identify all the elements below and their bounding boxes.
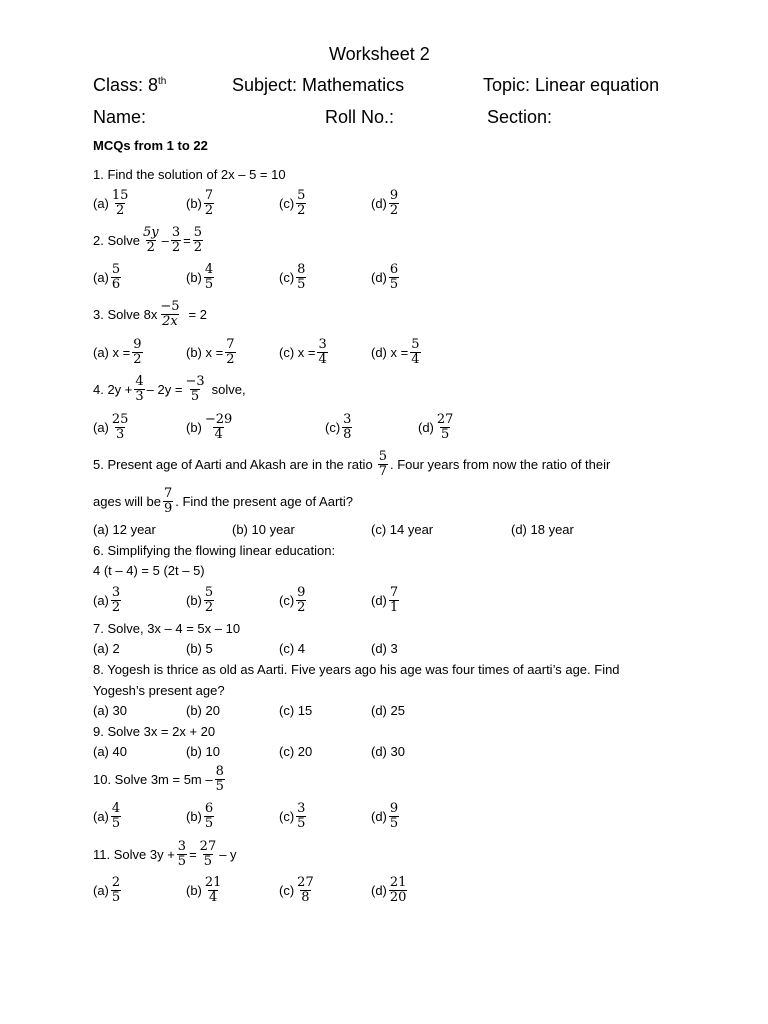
question-5-line-2	[93, 481, 353, 521]
denominator: 5	[389, 276, 399, 292]
q10-option-c[interactable]	[279, 796, 308, 836]
numerator: 3	[111, 584, 121, 600]
question-text: 2. Solve	[93, 232, 140, 248]
numerator: 3	[171, 224, 181, 240]
option-label: (a) x =	[93, 344, 131, 360]
denominator: 2	[297, 202, 306, 218]
numerator: 6	[204, 800, 214, 816]
q5-option-c[interactable]: (c) 14 year	[371, 522, 434, 537]
question-text: 4. 2y +	[93, 381, 133, 397]
denominator: 5	[297, 276, 306, 292]
numerator: −29	[204, 411, 233, 427]
denominator: 5	[441, 426, 450, 442]
denominator: 2	[193, 239, 202, 255]
denominator: 2	[297, 599, 306, 615]
fraction	[111, 189, 130, 218]
numerator: 15	[111, 187, 129, 203]
fraction	[111, 586, 121, 615]
numerator: 7	[226, 336, 235, 352]
question-text: 5. Present age of Aarti and Akash are in the ratio	[93, 456, 373, 472]
question-text: solve,	[211, 381, 246, 397]
question-text: 10. Solve 3m = 5m –	[93, 771, 213, 787]
denominator: 5	[215, 778, 224, 794]
numerator: 5y	[142, 224, 159, 240]
q7-option-b[interactable]: (b) 5	[186, 641, 213, 656]
option-label: (b)	[186, 195, 202, 211]
denominator: 2	[116, 202, 125, 218]
worksheet-title: Worksheet 2	[329, 44, 430, 64]
numerator: 21	[389, 874, 407, 890]
q3-option-c[interactable]	[279, 332, 330, 372]
numerator: 5	[297, 187, 306, 203]
option-label: (d) x =	[371, 344, 409, 360]
fraction	[111, 802, 121, 831]
option-label: (d)	[371, 195, 387, 211]
subject-label: Subject: Mathematics	[232, 75, 405, 95]
numerator: 8	[297, 261, 306, 277]
denominator: 2	[111, 599, 121, 615]
option-label: (d)	[371, 882, 387, 898]
fraction	[163, 487, 173, 516]
q10-option-a[interactable]	[93, 796, 123, 836]
numerator: 9	[389, 800, 399, 816]
operator: =	[183, 232, 191, 248]
numerator: 5	[378, 448, 387, 464]
numerator: 27	[436, 411, 454, 427]
question-8-line-1: 8. Yogesh is thrice as old as Aarti. Five years ago his age was four times of aarti’s age. Find	[93, 662, 620, 677]
numerator: −5	[160, 298, 180, 314]
q6-option-a[interactable]	[93, 580, 123, 620]
numerator: 27	[297, 874, 314, 890]
q7-option-c[interactable]: (c) 4	[279, 641, 305, 656]
option-label: (d)	[371, 592, 387, 608]
option-label: (c)	[279, 592, 295, 608]
option-label: (c)	[279, 269, 295, 285]
denominator: 2	[204, 599, 214, 615]
question-8-line-2: Yogesh’s present age?	[93, 683, 225, 698]
q1-option-d[interactable]	[371, 183, 401, 223]
denominator: 2	[146, 239, 155, 255]
class-superscript: th	[158, 76, 167, 87]
fraction	[171, 226, 181, 255]
fraction	[111, 876, 121, 905]
section-field-label: Section:	[487, 107, 553, 127]
question-1: 1. Find the solution of 2x – 5 = 10	[93, 167, 286, 182]
numerator: 9	[389, 187, 399, 203]
fraction	[204, 802, 214, 831]
q8-option-d[interactable]: (d) 25	[371, 703, 405, 718]
fraction	[204, 413, 233, 442]
denominator: 5	[204, 276, 214, 292]
option-label: (c)	[279, 808, 295, 824]
q5-option-a[interactable]: (a) 12 year	[93, 522, 156, 537]
question-text: – y	[219, 846, 237, 862]
numerator: 6	[389, 261, 399, 277]
denominator: 5	[204, 815, 214, 831]
option-label: (c) x =	[279, 344, 316, 360]
question-text: ages will be	[93, 493, 161, 509]
q11-option-a[interactable]	[93, 870, 123, 910]
fraction	[389, 189, 399, 218]
fraction	[317, 338, 327, 367]
q8-option-b[interactable]: (b) 20	[186, 703, 220, 718]
question-2	[93, 220, 205, 260]
question-6-equation: 4 (t – 4) = 5 (2t – 5)	[93, 563, 205, 578]
denominator: 5	[111, 815, 121, 831]
q9-option-a[interactable]: (a) 40	[93, 744, 127, 759]
question-text: . Find the present age of Aarti?	[175, 493, 353, 509]
q4-option-c[interactable]	[325, 407, 354, 447]
option-label: (c)	[279, 195, 295, 211]
denominator: 2	[204, 202, 214, 218]
q10-option-b[interactable]	[186, 796, 216, 836]
question-9: 9. Solve 3x = 2x + 20	[93, 724, 216, 739]
denominator: 5	[297, 815, 306, 831]
denominator: 2	[171, 239, 181, 255]
numerator: 5	[111, 261, 121, 277]
denominator: 6	[111, 276, 121, 292]
numerator: 3	[318, 336, 327, 352]
option-label: (a)	[93, 882, 109, 898]
numerator: 4	[204, 261, 214, 277]
fraction	[184, 375, 205, 404]
fraction	[215, 765, 225, 794]
q2-option-d[interactable]	[371, 257, 401, 297]
option-label: (b)	[186, 592, 202, 608]
operator: –	[161, 232, 169, 248]
question-3	[93, 294, 207, 334]
numerator: 3	[297, 800, 306, 816]
q1-option-b[interactable]	[186, 183, 216, 223]
fraction	[204, 586, 214, 615]
topic-label: Topic: Linear equation	[483, 75, 660, 95]
denominator: 5	[389, 815, 399, 831]
option-label: (c)	[325, 419, 341, 435]
fraction	[296, 802, 306, 831]
q9-option-c[interactable]: (c) 20	[279, 744, 313, 759]
q7-option-d[interactable]: (d) 3	[371, 641, 398, 656]
denominator: 5	[111, 889, 121, 905]
denominator: 1	[389, 599, 399, 615]
option-label: (b)	[186, 269, 202, 285]
roll-field-label: Roll No.:	[325, 107, 395, 127]
option-label: (d)	[371, 269, 387, 285]
denominator: 4	[209, 889, 218, 905]
question-text: 3. Solve 8x	[93, 306, 158, 322]
class-text: Class: 8	[93, 75, 159, 95]
name-field-label: Name:	[93, 107, 147, 127]
q9-option-d[interactable]: (d) 30	[371, 744, 405, 759]
fraction	[199, 840, 218, 869]
fraction	[193, 226, 203, 255]
q11-option-b[interactable]	[186, 870, 224, 910]
q4-option-a[interactable]	[93, 407, 131, 447]
q3-option-b[interactable]	[186, 332, 238, 372]
question-6: 6. Simplifying the flowing linear education:	[93, 543, 336, 558]
option-label: (c)	[279, 882, 295, 898]
option-label: (a)	[93, 269, 109, 285]
option-label: (a)	[93, 419, 109, 435]
q7-option-a[interactable]: (a) 2	[93, 641, 120, 656]
numerator: 4	[111, 800, 121, 816]
question-text: = 2	[188, 306, 207, 322]
numerator: 4	[135, 373, 144, 389]
question-10	[93, 759, 227, 799]
mcq-section-title: MCQs from 1 to 22	[93, 138, 208, 153]
numerator: 3	[177, 838, 187, 854]
q5-option-d[interactable]: (d) 18 year	[511, 522, 574, 537]
question-5-line-1	[93, 444, 610, 484]
fraction	[296, 263, 306, 292]
option-label: (d)	[418, 419, 434, 435]
fraction	[204, 263, 214, 292]
numerator: −3	[185, 373, 205, 389]
numerator: 5	[204, 584, 214, 600]
option-label: (a)	[93, 592, 109, 608]
q9-option-b[interactable]: (b) 10	[186, 744, 220, 759]
option-label: (a)	[93, 195, 109, 211]
q10-option-d[interactable]	[371, 796, 401, 836]
denominator: 2	[226, 351, 235, 367]
numerator: 3	[343, 411, 352, 427]
q8-option-c[interactable]: (c) 15	[279, 703, 313, 718]
option-label: (a)	[93, 808, 109, 824]
denominator: 8	[301, 889, 310, 905]
denominator: 3	[135, 388, 144, 404]
q2-option-a[interactable]	[93, 257, 123, 297]
fraction	[204, 189, 214, 218]
q6-option-b[interactable]	[186, 580, 216, 620]
denominator: 2	[133, 351, 142, 367]
fraction	[159, 300, 180, 329]
question-11	[93, 834, 237, 874]
denominator: 8	[343, 426, 352, 442]
denominator: 3	[116, 426, 125, 442]
fraction	[296, 876, 315, 905]
numerator: 27	[199, 838, 217, 854]
question-7: 7. Solve, 3x – 4 = 5x – 10	[93, 621, 241, 636]
numerator: 8	[215, 763, 224, 779]
option-label: (b) x =	[186, 344, 224, 360]
fraction	[389, 263, 399, 292]
option-label: (b)	[186, 808, 202, 824]
option-label: (d)	[371, 808, 387, 824]
fraction	[142, 226, 160, 255]
numerator: 9	[133, 336, 142, 352]
numerator: 7	[389, 584, 399, 600]
fraction	[134, 375, 144, 404]
q2-option-c[interactable]	[279, 257, 308, 297]
denominator: 20	[389, 889, 407, 905]
numerator: 2	[111, 874, 121, 890]
q11-option-d[interactable]	[371, 870, 409, 910]
fraction	[389, 802, 399, 831]
question-text: . Four years from now the ratio of their	[389, 456, 611, 472]
denominator: 2x	[162, 313, 178, 329]
q1-option-c[interactable]	[279, 183, 308, 223]
fraction	[436, 413, 455, 442]
fraction	[177, 840, 187, 869]
numerator: 21	[204, 874, 222, 890]
question-4	[93, 369, 246, 409]
fraction	[296, 189, 306, 218]
q2-option-b[interactable]	[186, 257, 216, 297]
q5-option-b[interactable]: (b) 10 year	[232, 522, 295, 537]
numerator: 7	[204, 187, 214, 203]
fraction	[132, 338, 142, 367]
fraction	[378, 450, 388, 479]
fraction	[225, 338, 235, 367]
q1-option-a[interactable]	[93, 183, 131, 223]
fraction	[111, 263, 121, 292]
fraction	[389, 876, 408, 905]
numerator: 9	[297, 584, 306, 600]
question-text: – 2y =	[146, 381, 183, 397]
denominator: 9	[163, 500, 173, 516]
denominator: 4	[318, 351, 327, 367]
denominator: 4	[214, 426, 223, 442]
q6-option-c[interactable]	[279, 580, 308, 620]
numerator: 5	[411, 336, 420, 352]
q8-option-a[interactable]: (a) 30	[93, 703, 127, 718]
denominator: 2	[389, 202, 399, 218]
question-text: 11. Solve 3y +	[93, 846, 175, 862]
fraction	[296, 586, 306, 615]
fraction	[410, 338, 420, 367]
denominator: 7	[378, 463, 387, 479]
fraction	[111, 413, 130, 442]
fraction	[389, 586, 399, 615]
numerator: 5	[193, 224, 202, 240]
option-label: (b)	[186, 882, 202, 898]
denominator: 4	[411, 351, 420, 367]
q4-option-b[interactable]	[186, 407, 235, 447]
class-label	[93, 75, 166, 96]
option-label: (b)	[186, 419, 202, 435]
q6-option-d[interactable]	[371, 580, 401, 620]
q3-option-a[interactable]	[93, 332, 145, 372]
q11-option-c[interactable]	[279, 870, 317, 910]
denominator: 5	[190, 388, 200, 404]
numerator: 25	[111, 411, 129, 427]
fraction	[204, 876, 223, 905]
denominator: 5	[177, 853, 187, 869]
denominator: 5	[203, 853, 213, 869]
fraction	[342, 413, 352, 442]
operator: =	[189, 846, 197, 862]
q4-option-d[interactable]	[418, 407, 456, 447]
q3-option-d[interactable]	[371, 332, 423, 372]
numerator: 7	[163, 485, 173, 501]
